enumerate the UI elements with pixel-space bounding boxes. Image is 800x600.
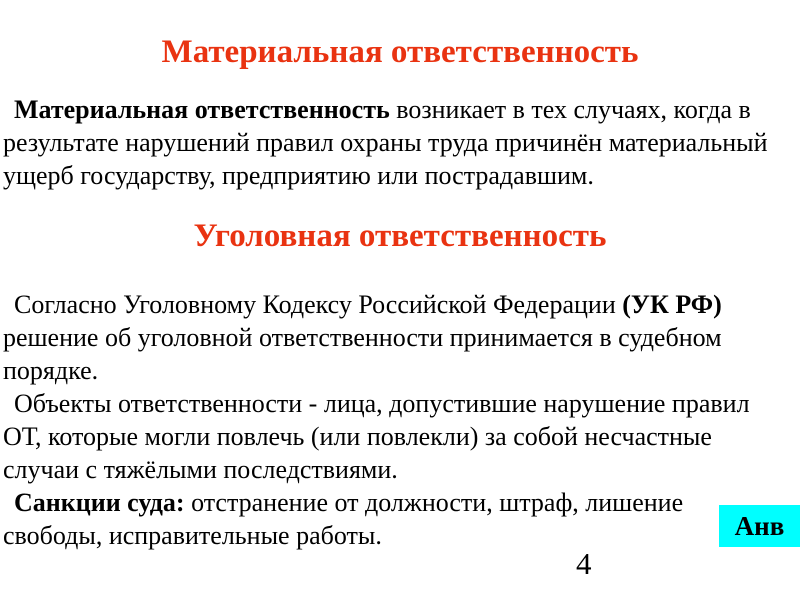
page-number: 4 — [576, 546, 592, 581]
body-text-block — [3, 288, 800, 552]
text-line — [3, 288, 800, 321]
bold-run-material-liability: Материальная ответственность — [14, 95, 390, 124]
section-title-criminal-liability: Уголовная ответственность — [193, 218, 607, 254]
text-line: свободы, исправительные работы. — [3, 521, 382, 550]
text-line: ОТ, которые могли повлечь (или повлекли) за собой несчастные — [3, 422, 712, 451]
text-line: решение об уголовной ответственности принимается в судебном — [3, 323, 722, 352]
paragraph-material-liability — [3, 93, 800, 192]
text-run: возникает в тех случаях, когда в — [389, 95, 751, 124]
text-line: ущерб государству, предприятию или пострадавшим. — [3, 161, 594, 190]
author-badge[interactable]: Анв — [719, 505, 800, 547]
bold-run-uk-rf: (УК РФ) — [622, 290, 722, 319]
text-line: результате нарушений правил охраны труда причинён материальный — [3, 128, 768, 157]
text-line: порядке. — [3, 356, 99, 385]
text-line: случаи с тяжёлыми последствиями. — [3, 455, 398, 484]
text-run: Согласно Уголовному Кодексу Российской Федерации — [14, 290, 623, 319]
bold-run-court-sanctions: Санкции суда: — [14, 488, 185, 517]
text-line — [3, 93, 800, 126]
text-run: отстранение от должности, штраф, лишение — [184, 488, 684, 517]
text-line: Объекты ответственности - лица, допустившие нарушение правил — [14, 389, 750, 418]
slide-title: Материальная ответственность — [161, 34, 639, 70]
text-line — [3, 486, 800, 519]
